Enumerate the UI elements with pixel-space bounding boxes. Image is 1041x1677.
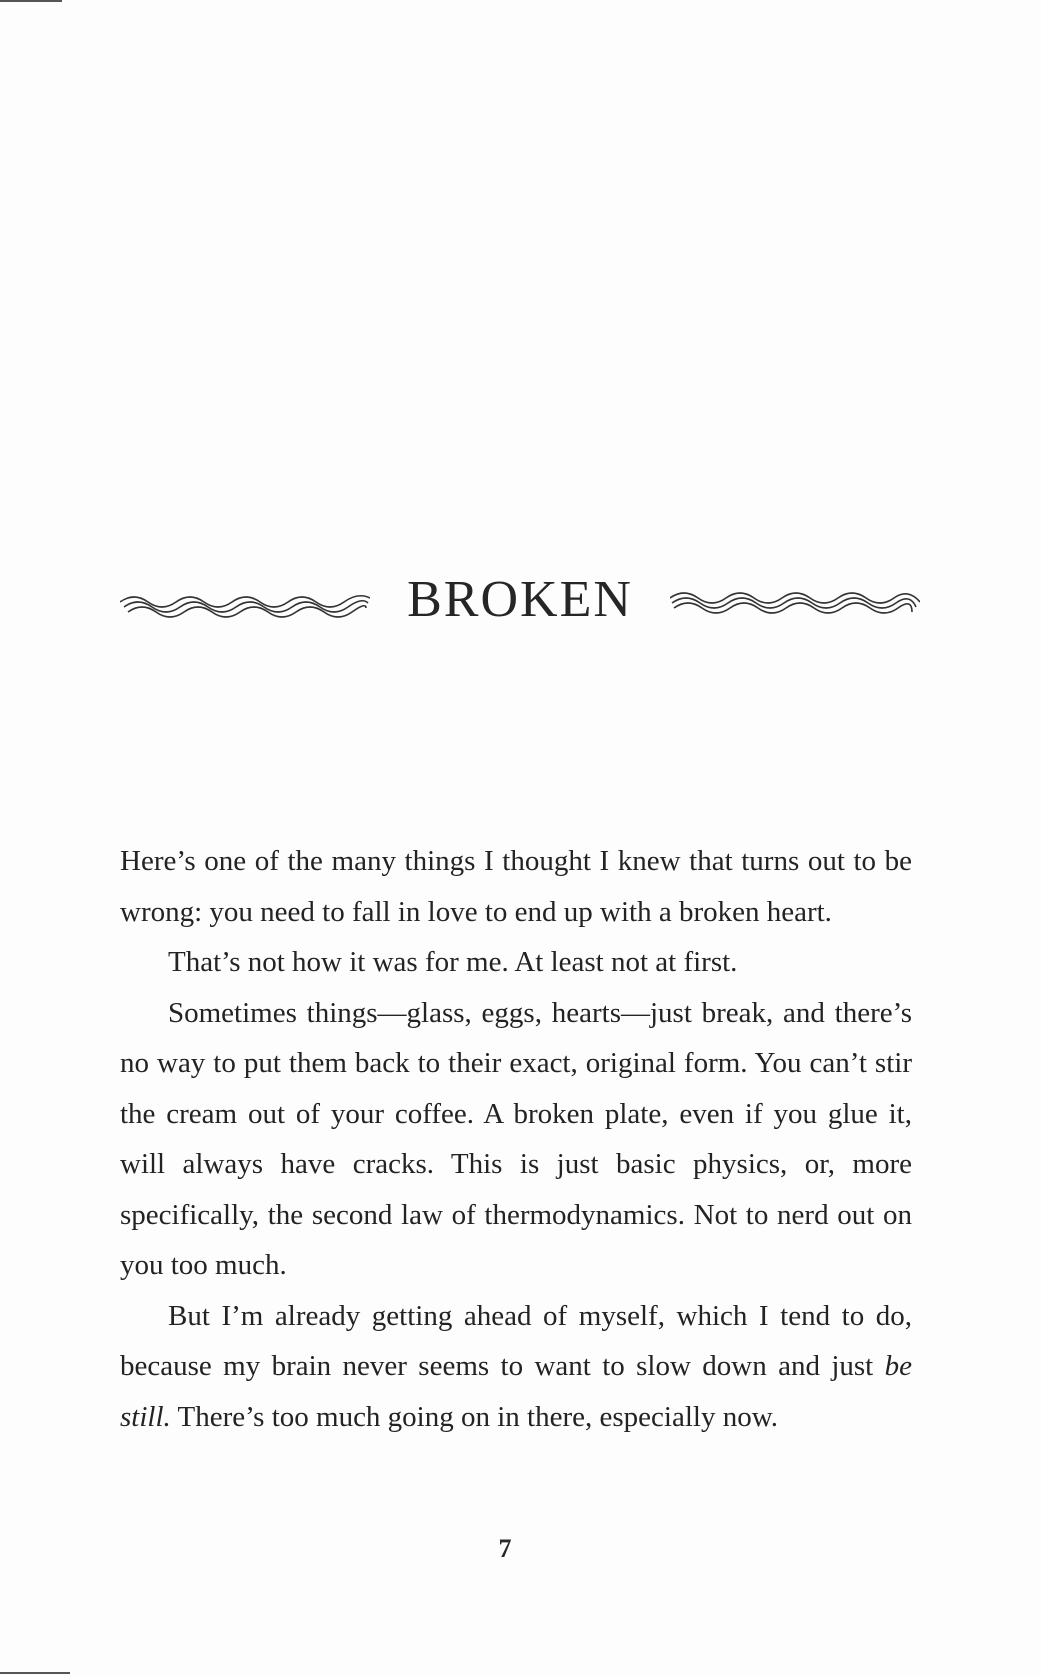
paragraph-4-text-before: But I’m already getting ahead of myself, which I tend to do, because my brain never seems to want to slow down and just: [120, 1299, 912, 1382]
scan-edge-top: [0, 0, 62, 2]
paragraph-4: [120, 1291, 912, 1443]
paragraph-2: That’s not how it was for me. At least not at first.: [168, 946, 738, 978]
chapter-body: [120, 836, 912, 1442]
wave-ornament-left-icon: [120, 582, 370, 618]
paragraph-4-text-after: There’s too much going on in there, especially now.: [170, 1400, 779, 1433]
scan-edge-bottom: [0, 1672, 70, 1674]
paragraph-3: Sometimes things—glass, eggs, hearts—just break, and there’s no way to put them back to their exact, original form. You can’t stir the cream out of your coffee. A broken plate, even if you glue it, will always have cracks. This is just basic physics, or, more specifically, the second law of thermodynamics. Not to nerd out on you too much.: [120, 996, 912, 1281]
paragraph-4-italic: be still.: [120, 1350, 912, 1433]
paragraph-1: Here’s one of the many things I thought I knew that turns out to be wrong: you need to fall in love to end up with a broken heart.: [120, 845, 912, 928]
chapter-heading: [120, 570, 920, 630]
page-number: 7: [498, 1534, 512, 1563]
wave-ornament-right-icon: [670, 582, 920, 618]
chapter-title: BROKEN: [407, 571, 633, 628]
